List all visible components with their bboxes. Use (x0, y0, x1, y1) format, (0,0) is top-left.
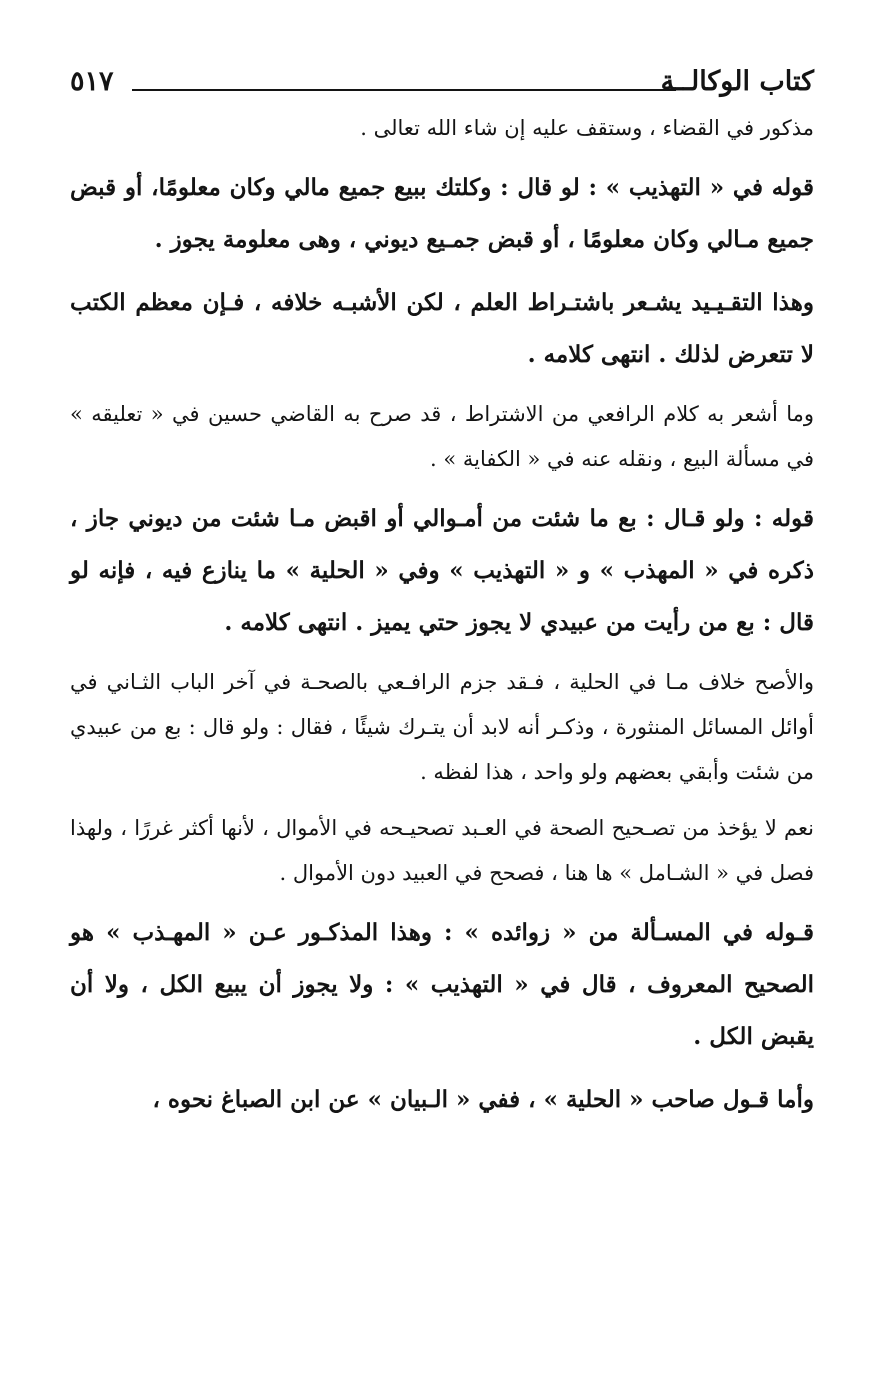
running-title: كتاب الوكالــة (660, 66, 814, 97)
book-page (70, 62, 814, 1126)
page-header (70, 62, 814, 106)
paragraph: نعم لا يؤخذ من تصـحيح الصحة في العـبد تصحيـحه في الأموال ، لأنها أكثر غررًا ، ولهذا فصل في « الشـامل » ها هنا ، فصحح في العبيد دون الأموال . (70, 816, 814, 885)
paragraph-quote: قوله : ولو قـال : بع ما شئت من أمـوالي أو اقبض مـا شئت من ديوني جاز ، ذكره في « المهذب » و « التهذيب » وفي « الحلية » ما ينازع فيه ، فإنه لو قال : بع من رأيت من عبيدي لا يجوز حتي يميز . انتهى كلامه . (70, 505, 814, 636)
header-rule (132, 89, 676, 91)
page-number: ٥١٧ (70, 66, 114, 97)
paragraph: والأصح خلاف مـا في الحلية ، فـقد جزم الرافـعي بالصحـة في آخر الباب الثـاني في أوائل المسائل المنثورة ، وذكـر أنه لابد أن يتـرك شيئًا ، فقال : ولو قال : بع من عبيدي من شئت وأبقي بعضهم ولو واحد ، هذا لفظه . (70, 670, 814, 784)
paragraph: وما أشعر به كلام الرافعي من الاشتراط ، قد صرح به القاضي حسين في « تعليقه » في مسألة البيع ، ونقله عنه في « الكفاية » . (70, 402, 814, 471)
paragraph-quote: وأما قـول صاحب « الحلية » ، ففي « الـبيان » عن ابن الصباغ نحوه ، (152, 1086, 814, 1113)
paragraph-quote: قـوله في المسـألة من « زوائده » : وهذا المذكـور عـن « المهـذب » هو الصحيح المعروف ، قال في « التهذيب » : ولا يجوز أن يبيع الكل ، ولا أن يقبض الكل . (70, 919, 814, 1050)
paragraph: مذكور في القضاء ، وستقف عليه إن شاء الله تعالى . (360, 116, 814, 140)
paragraph-quote: قوله في « التهذيب » : لو قال : وكلتك ببيع جميع مالي وكان معلومًا، أو قبض جميع مـالي وكان معلومًا ، أو قبض جمـيع ديوني ، وهى معلومة يجوز . (70, 174, 814, 253)
paragraph-quote: وهذا التقـيـيد يشـعر باشتـراط العلم ، لكن الأشبـه خلافه ، فـإن معظم الكتب لا تتعرض لذلك . انتهى كلامه . (70, 289, 814, 368)
